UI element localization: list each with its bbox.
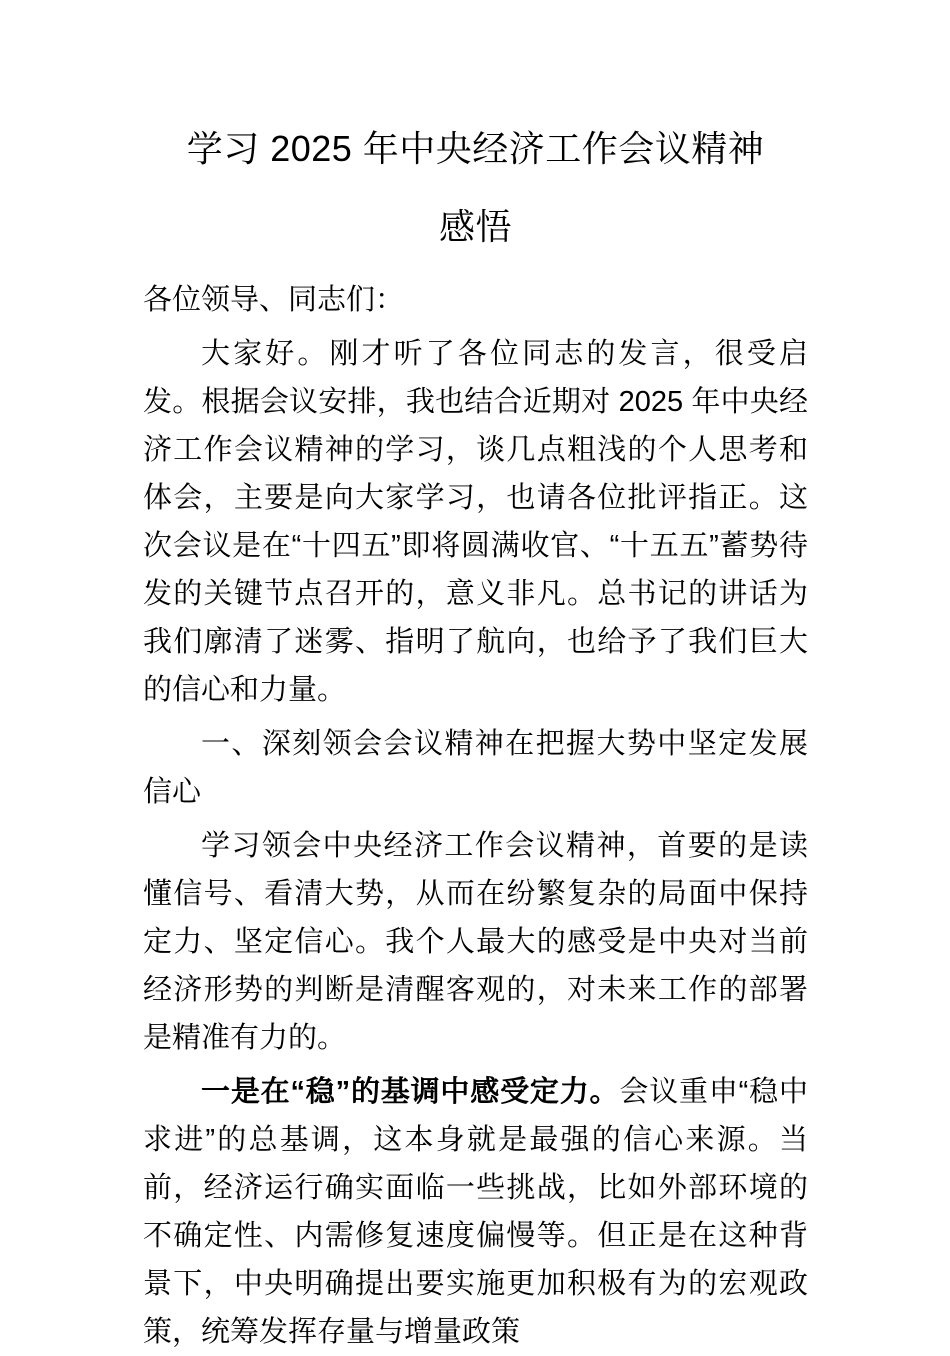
document-title-line-1: 学习 2025 年中央经济工作会议精神: [186, 128, 765, 169]
salutation-line: 各位领导、同志们：: [143, 284, 405, 316]
paragraph-point-1-text: 会议重申“稳中求进”的总基调，这本身就是最强的信心来源。当前，经济运行确实面临一些挑战，比如外部环境的不确定性、内需修复速度偏慢等。但正是在这种背景下，中央明确提出要实施更加积极有为的宏观政策，统筹发挥存量与增量政策: [143, 1076, 808, 1348]
paragraph-section1-intro: 学习领会中央经济工作会议精神，首要的是读懂信号、看清大势，从而在纷繁复杂的局面中保持定力、坚定信心。我个人最大的感受是中央对当前经济形势的判断是清醒客观的，对未来工作的部署是精准有力的。: [143, 830, 808, 1054]
paragraph-point-1-bold-lead: 一是在“稳”的基调中感受定力。: [201, 1076, 620, 1108]
document-body: [143, 276, 808, 1356]
paragraph-point-1: [143, 1068, 808, 1356]
document-title-line-2: 感悟: [438, 206, 512, 247]
document-title: [143, 110, 808, 266]
section-heading-1: 一、深刻领会会议精神在把握大势中坚定发展信心: [143, 728, 808, 808]
paragraph-opening: 大家好。刚才听了各位同志的发言，很受启发。根据会议安排，我也结合近期对 2025 年中央经济工作会议精神的学习，谈几点粗浅的个人思考和体会，主要是向大家学习，也请各位批评指正。这次会议是在“十四五”即将圆满收官、“十五五”蓄势待发的关键节点召开的，意义非凡。总书记的讲话为我们廓清了迷雾、指明了航向，也给予了我们巨大的信心和力量。: [143, 338, 808, 706]
